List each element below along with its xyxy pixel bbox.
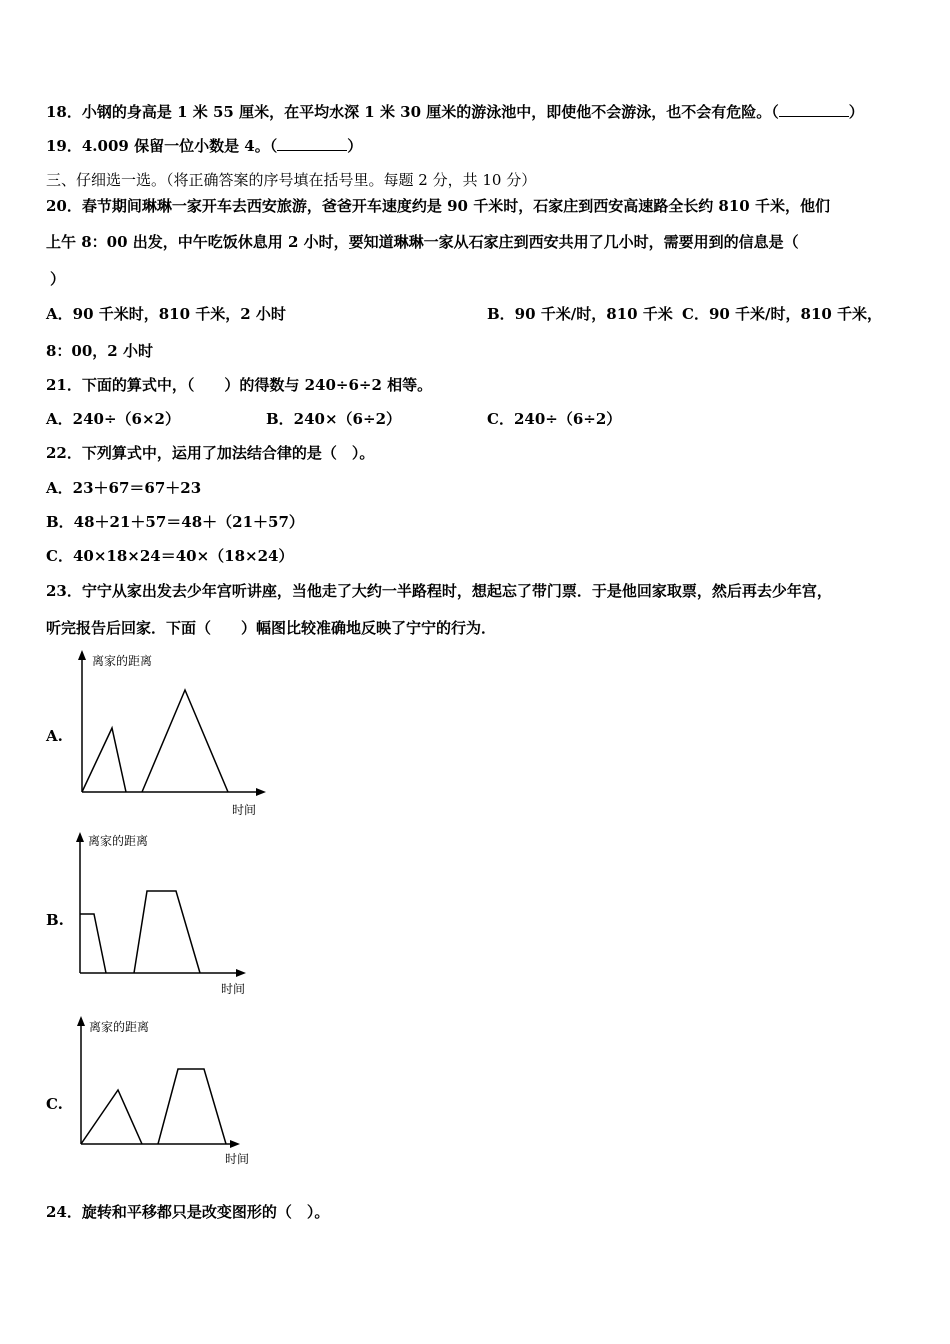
distance-line <box>81 1090 142 1144</box>
question-19 <box>46 136 362 156</box>
question-20-option-c: C．90 千米/时，810 千米， <box>682 305 883 323</box>
question-23-line2: 听完报告后回家．下面（ ）幅图比较准确地反映了宁宁的行为． <box>46 619 497 637</box>
question-20-line3: ） <box>50 270 66 288</box>
y-axis-arrow <box>76 832 84 842</box>
question-23-line1: 23．宁宁从家出发去少年宫听讲座，当他走了大约一半路程时，想起忘了带门票．于是他回家取票，然后再去少年宫， <box>46 582 832 600</box>
distance-line <box>134 891 200 973</box>
question-22-option-b: B．48＋21＋57＝48＋（21＋57） <box>46 513 304 531</box>
graph-option-b-label: B. <box>46 911 64 929</box>
distance-line <box>158 1069 226 1144</box>
y-axis-label: 离家的距离 <box>89 1020 150 1034</box>
question-19-end: ） <box>347 137 363 155</box>
x-axis-arrow <box>236 969 246 977</box>
question-21-option-c: C．240÷（6÷2） <box>487 410 622 428</box>
graph-option-a <box>70 648 270 823</box>
graph-option-b <box>70 830 260 1000</box>
question-22: 22．下列算式中，运用了加法结合律的是（ ）。 <box>46 444 375 462</box>
question-20-line2: 上午 8：00 出发，中午吃饭休息用 2 小时，要知道琳琳一家从石家庄到西安共用了几小时，需要用到的信息是（ <box>46 233 799 251</box>
question-18 <box>46 102 864 122</box>
x-axis-arrow <box>256 788 266 796</box>
question-18-end: ） <box>848 103 864 121</box>
y-axis-arrow <box>78 650 86 660</box>
graph-option-a-label: A. <box>46 727 63 745</box>
x-axis-label: 时间 <box>225 1152 250 1166</box>
x-axis-label: 时间 <box>232 803 257 817</box>
question-22-option-c: C．40×18×24＝40×（18×24） <box>46 547 294 565</box>
question-24: 24．旋转和平移都只是改变图形的（ ）。 <box>46 1203 330 1221</box>
question-19-text: 19．4.009 保留一位小数是 4。（ <box>46 137 278 155</box>
distance-line <box>142 690 228 792</box>
question-18-text: 18．小钢的身高是 1 米 55 厘米，在平均水深 1 米 30 厘米的游泳池中，即使他不会游泳，也不会有危险。（ <box>46 103 779 121</box>
question-20-option-a: A．90 千米时，810 千米，2 小时 <box>46 305 286 323</box>
question-20-option-b: B．90 千米/时，810 千米 <box>487 305 673 323</box>
answer-blank[interactable] <box>277 136 347 151</box>
graph-option-c <box>70 1014 260 1174</box>
x-axis-label: 时间 <box>221 982 246 996</box>
x-axis-arrow <box>230 1140 240 1148</box>
answer-blank[interactable] <box>779 102 849 117</box>
distance-line <box>80 914 106 973</box>
question-21: 21．下面的算式中，（ ）的得数与 240÷6÷2 相等。 <box>46 376 433 394</box>
graph-option-c-label: C. <box>46 1095 63 1113</box>
question-20-option-c-cont: 8：00，2 小时 <box>46 342 153 360</box>
question-20-line1: 20．春节期间琳琳一家开车去西安旅游，爸爸开车速度约是 90 千米时，石家庄到西安高速路全长约 810 千米，他们 <box>46 197 830 215</box>
question-22-option-a: A．23＋67＝67＋23 <box>46 479 202 497</box>
question-21-option-b: B．240×（6÷2） <box>266 410 402 428</box>
y-axis-label: 离家的距离 <box>88 834 149 848</box>
y-axis-arrow <box>77 1016 85 1026</box>
question-21-option-a: A．240÷（6×2） <box>46 410 180 428</box>
section-heading: 三、仔细选一选。（将正确答案的序号填在括号里。每题 2 分，共 10 分） <box>46 171 537 189</box>
y-axis-label: 离家的距离 <box>92 654 153 668</box>
distance-line <box>82 728 126 792</box>
